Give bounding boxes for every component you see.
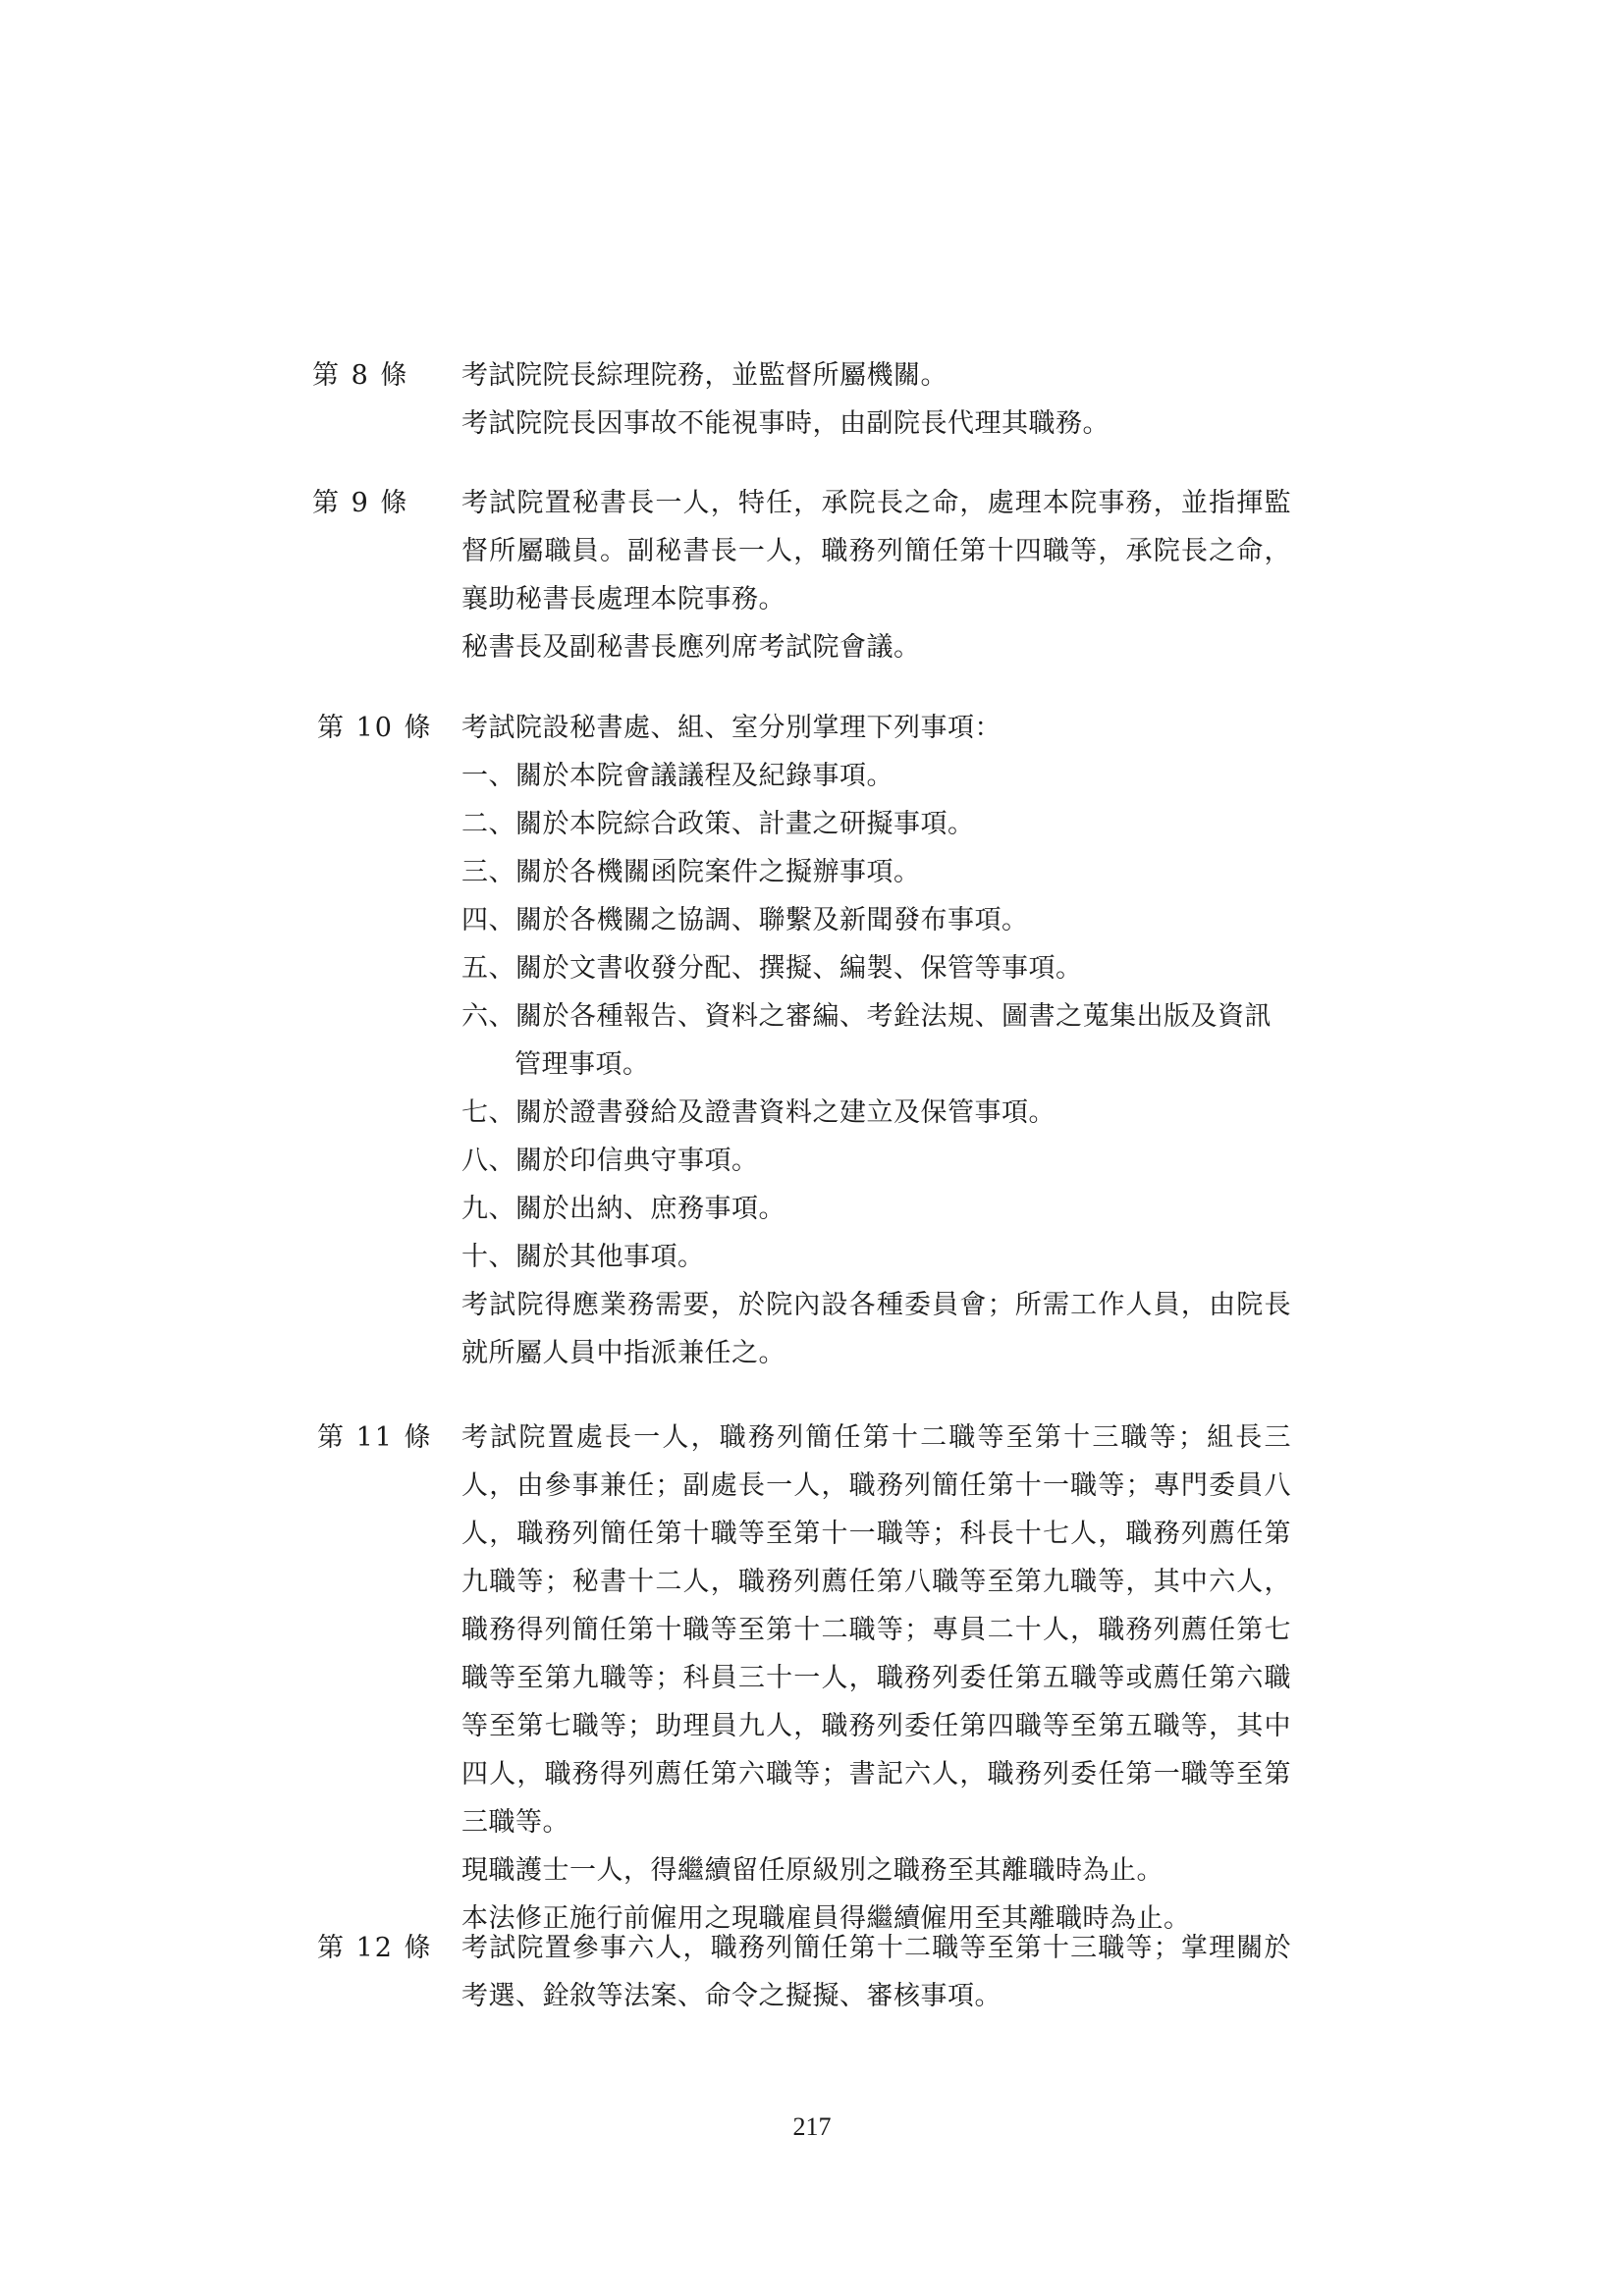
article-12-label: 第 12 條 xyxy=(317,1933,433,1963)
article-10-item-1: 一、關於本院會議議程及紀錄事項。 xyxy=(461,761,893,791)
article-10-item-9: 九、關於出納、庶務事項。 xyxy=(461,1194,785,1224)
article-10-item-8: 八、關於印信典守事項。 xyxy=(461,1146,759,1176)
article-10-label: 第 10 條 xyxy=(317,713,433,743)
article-8-paragraph-1: 考試院院長綜理院務，並監督所屬機關。 xyxy=(461,360,947,391)
article-11-label: 第 11 條 xyxy=(317,1422,433,1453)
article-11-paragraph-1: 考試院置處長一人，職務列簡任第十二職等至第十三職等；組長三人，由參事兼任；副處長一人，職務列簡任第十一職等；專門委員八人，職務列簡任第十職等至第十一職等；科長十七人，職務列薦任第九職等；秘書十二人，職務列薦任第八職等至第九職等，其中六人，職務得列簡任第十職等至第十二職等；專員二十人，職務列薦任第七職等至第九職等；科員三十一人，職務列委任第五職等或薦任第六職等至第七職等；助理員九人，職務列委任第四職等至第五職等，其中四人，職務得列薦任第六職等；書記六人，職務列委任第一職等至第三職等。 xyxy=(461,1422,1291,1838)
article-10-item-6: 六、關於各種報告、資料之審編、考銓法規、圖書之蒐集出版及資訊管理事項。 xyxy=(461,1001,1272,1080)
article-10-item-5: 五、關於文書收發分配、撰擬、編製、保管等事項。 xyxy=(461,953,1083,984)
article-12-body xyxy=(461,1924,1291,2020)
article-10-closing: 考試院得應業務需要，於院內設各種委員會；所需工作人員，由院長就所屬人員中指派兼任之。 xyxy=(461,1290,1291,1368)
article-10-intro: 考試院設秘書處、組、室分別掌理下列事項： xyxy=(461,713,1001,743)
article-8-body xyxy=(461,351,1291,448)
article-11-paragraph-3: 本法修正施行前僱用之現職雇員得繼續僱用至其離職時為止。 xyxy=(461,1903,1191,1934)
article-9-label: 第 9 條 xyxy=(312,488,409,518)
article-8-paragraph-2: 考試院院長因事故不能視事時，由副院長代理其職務。 xyxy=(461,408,1110,439)
article-9-paragraph-1: 考試院置秘書長一人，特任，承院長之命，處理本院事務，並指揮監督所屬職員。副秘書長一人，職務列簡任第十四職等，承院長之命，襄助秘書長處理本院事務。 xyxy=(461,488,1291,614)
article-10-body xyxy=(461,704,1291,1377)
article-10-item-2: 二、關於本院綜合政策、計畫之研擬事項。 xyxy=(461,809,975,839)
article-10-item-7: 七、關於證書發給及證書資料之建立及保管事項。 xyxy=(461,1097,1056,1128)
article-10-item-3: 三、關於各機關函院案件之擬辦事項。 xyxy=(461,857,921,887)
article-11-paragraph-2: 現職護士一人，得繼續留任原級別之職務至其離職時為止。 xyxy=(461,1855,1164,1886)
article-10-item-4: 四、關於各機關之協調、聯繫及新聞發布事項。 xyxy=(461,905,1029,935)
page-number: 217 xyxy=(792,2112,832,2141)
article-11-body xyxy=(461,1414,1291,1943)
article-12-paragraph-1: 考試院置參事六人，職務列簡任第十二職等至第十三職等；掌理關於考選、銓敘等法案、命令之擬擬、審核事項。 xyxy=(461,1933,1291,2011)
article-9-paragraph-2: 秘書長及副秘書長應列席考試院會議。 xyxy=(461,632,921,663)
article-8-label: 第 8 條 xyxy=(312,360,409,391)
article-9-body xyxy=(461,479,1291,671)
article-10-item-10: 十、關於其他事項。 xyxy=(461,1242,705,1272)
